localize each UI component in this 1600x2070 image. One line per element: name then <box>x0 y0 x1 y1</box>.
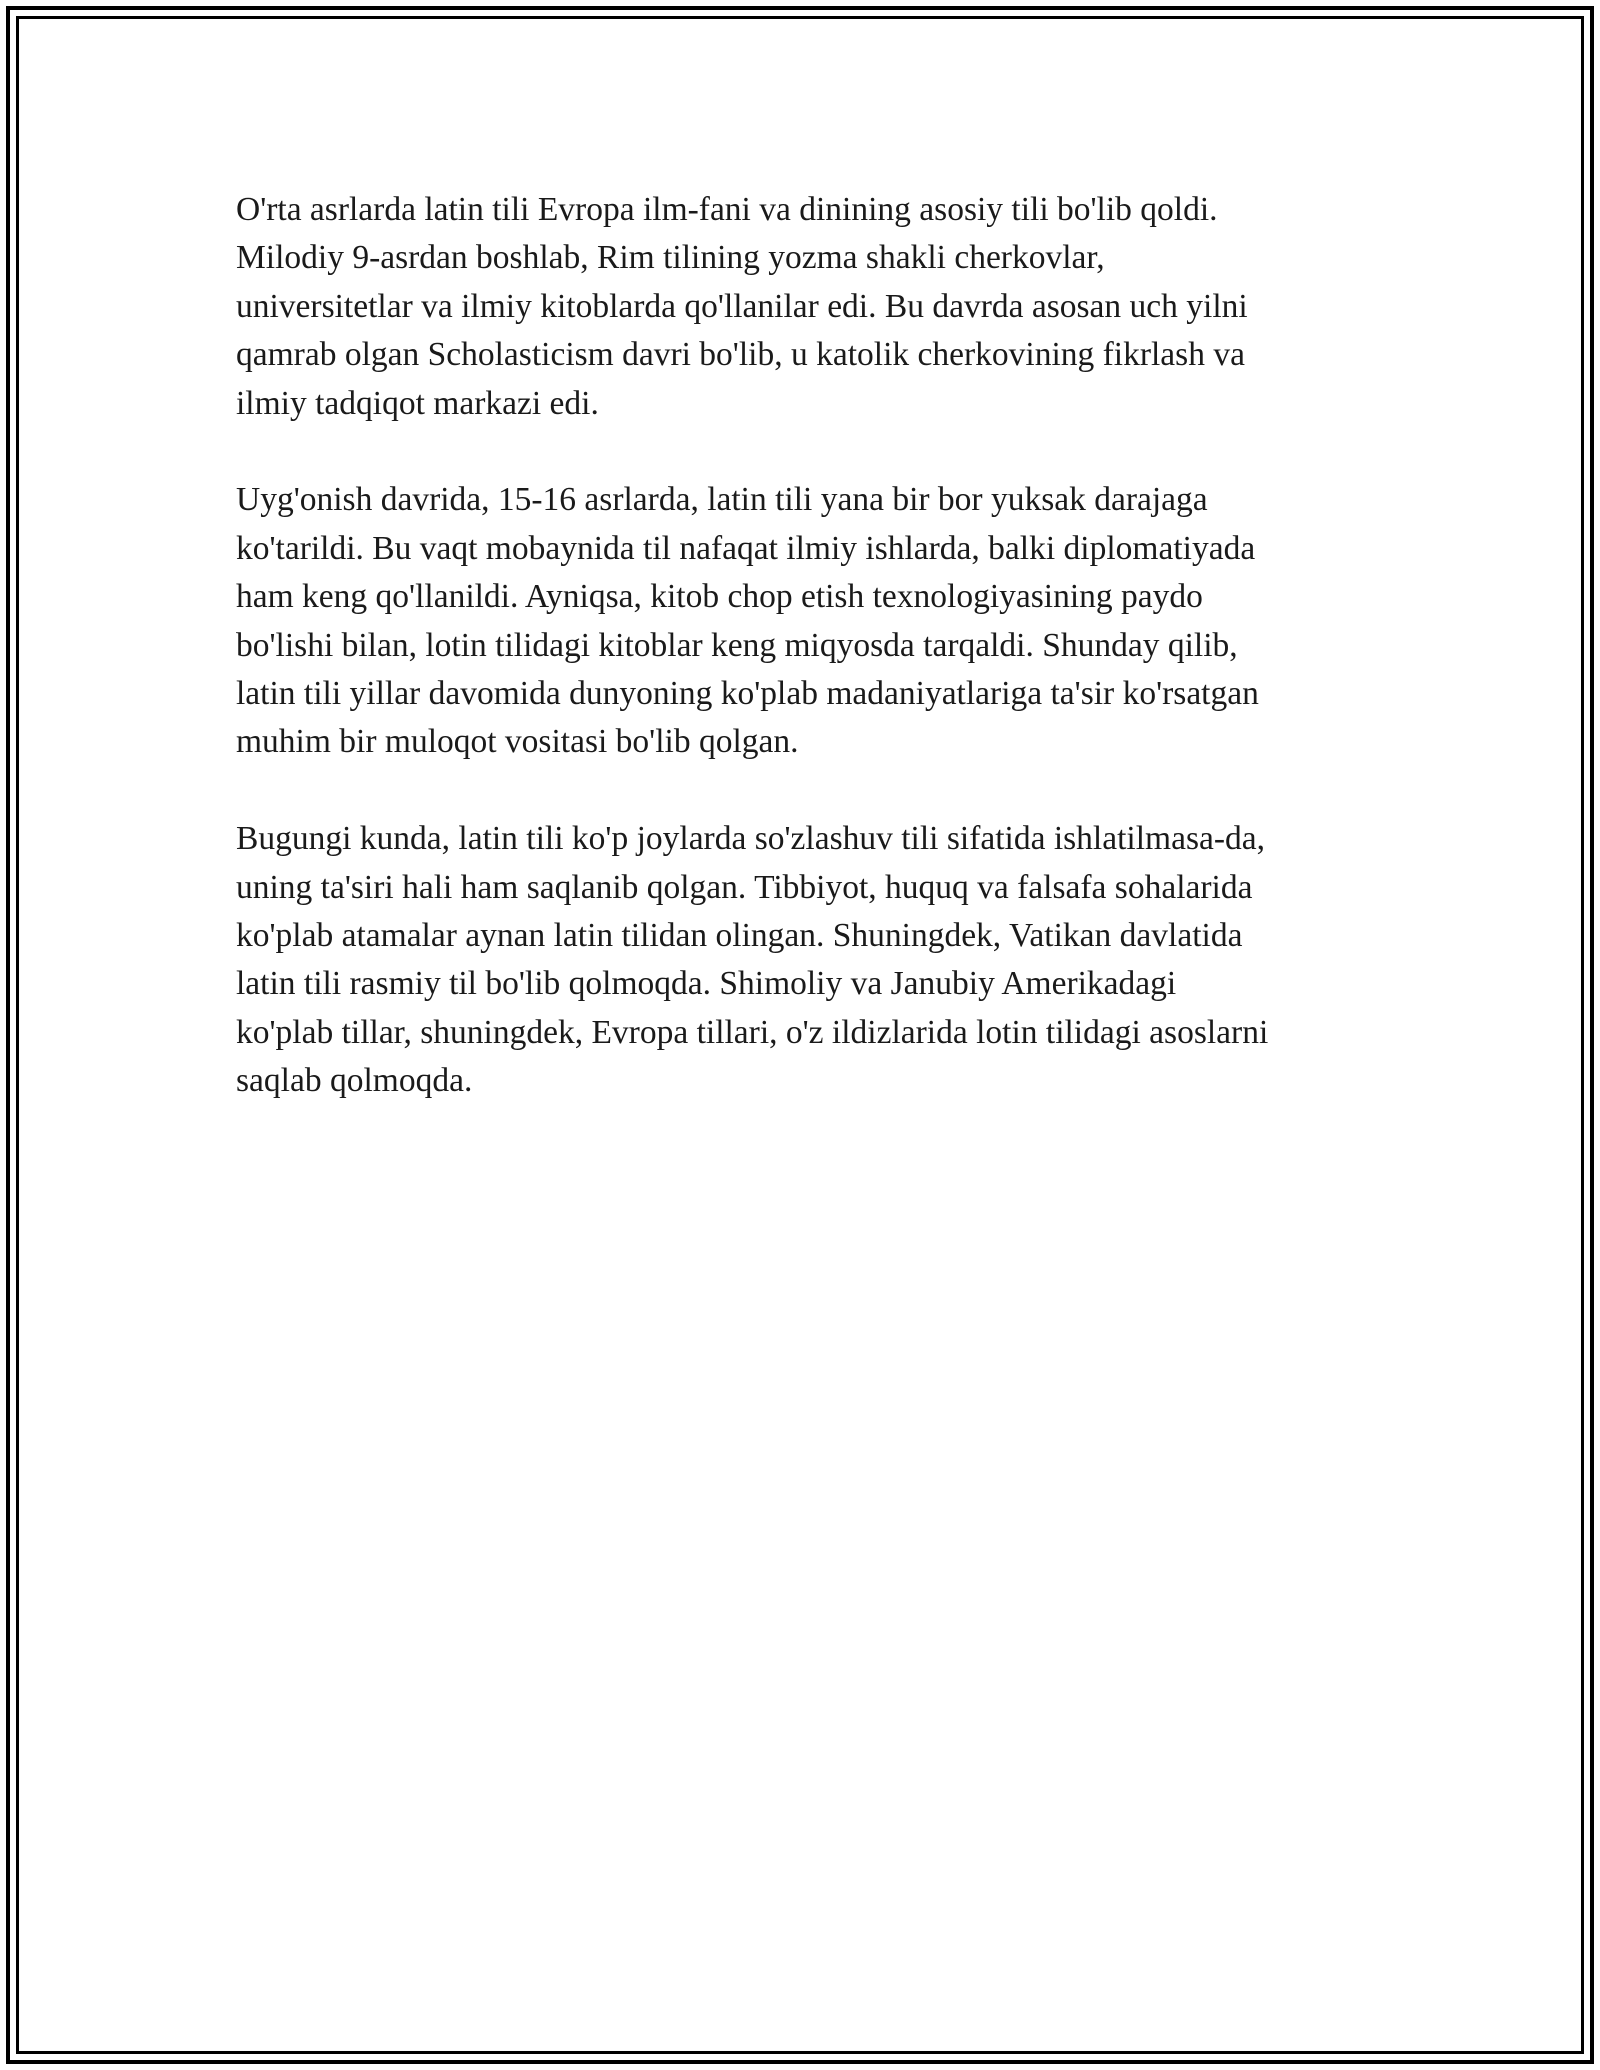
text-line: O'rta asrlarda latin tili Evropa ilm-fani va dinining asosiy tili bo'lib qoldi. <box>236 191 1218 228</box>
text-line: saqlab qolmoqda. <box>236 1062 473 1100</box>
text-line: Milodiy 9-asrdan boshlab, Rim tilining yozma shakli cherkovlar, <box>236 239 1105 277</box>
text-line: latin tili rasmiy til bo'lib qolmoqda. Shimoliy va Janubiy Amerikadagi <box>236 965 1177 1003</box>
text-line: ilmiy tadqiqot markazi edi. <box>236 384 599 422</box>
paragraph-2 <box>236 476 1376 766</box>
document-body <box>236 186 1376 1154</box>
text-line: universitetlar va ilmiy kitoblarda qo'llanilar edi. Bu davrda asosan uch yilni <box>236 287 1248 325</box>
text-line: bo'lishi bilan, lotin tilidagi kitoblar keng miqyosda tarqaldi. Shunday qilib, <box>236 626 1238 664</box>
text-line: muhim bir muloqot vositasi bo'lib qolgan. <box>236 723 799 761</box>
text-line: qamrab olgan Scholasticism davri bo'lib, u katolik cherkovining fikrlash va <box>236 336 1245 374</box>
paragraph-1 <box>236 186 1376 428</box>
text-line: ko'plab tillar, shuningdek, Evropa tillari, o'z ildizlarida lotin tilidagi asoslarni <box>236 1013 1269 1051</box>
text-line: Uyg'onish davrida, 15-16 asrlarda, latin tili yana bir bor yuksak darajaga <box>236 481 1208 519</box>
paragraph-3 <box>236 815 1376 1105</box>
text-line: uning ta'siri hali ham saqlanib qolgan. Tibbiyot, huquq va falsafa sohalarida <box>236 868 1253 906</box>
text-line: latin tili yillar davomida dunyoning ko'plab madaniyatlariga ta'sir ko'rsatgan <box>236 675 1259 713</box>
text-line: ko'plab atamalar aynan latin tilidan olingan. Shuningdek, Vatikan davlatida <box>236 917 1243 955</box>
text-line: ham keng qo'llanildi. Ayniqsa, kitob chop etish texnologiyasining paydo <box>236 578 1203 616</box>
text-line: ko'tarildi. Bu vaqt mobaynida til nafaqat ilmiy ishlarda, balki diplomatiyada <box>236 529 1256 567</box>
text-line: Bugungi kunda, latin tili ko'p joylarda so'zlashuv tili sifatida ishlatilmasa-da, <box>236 820 1265 858</box>
